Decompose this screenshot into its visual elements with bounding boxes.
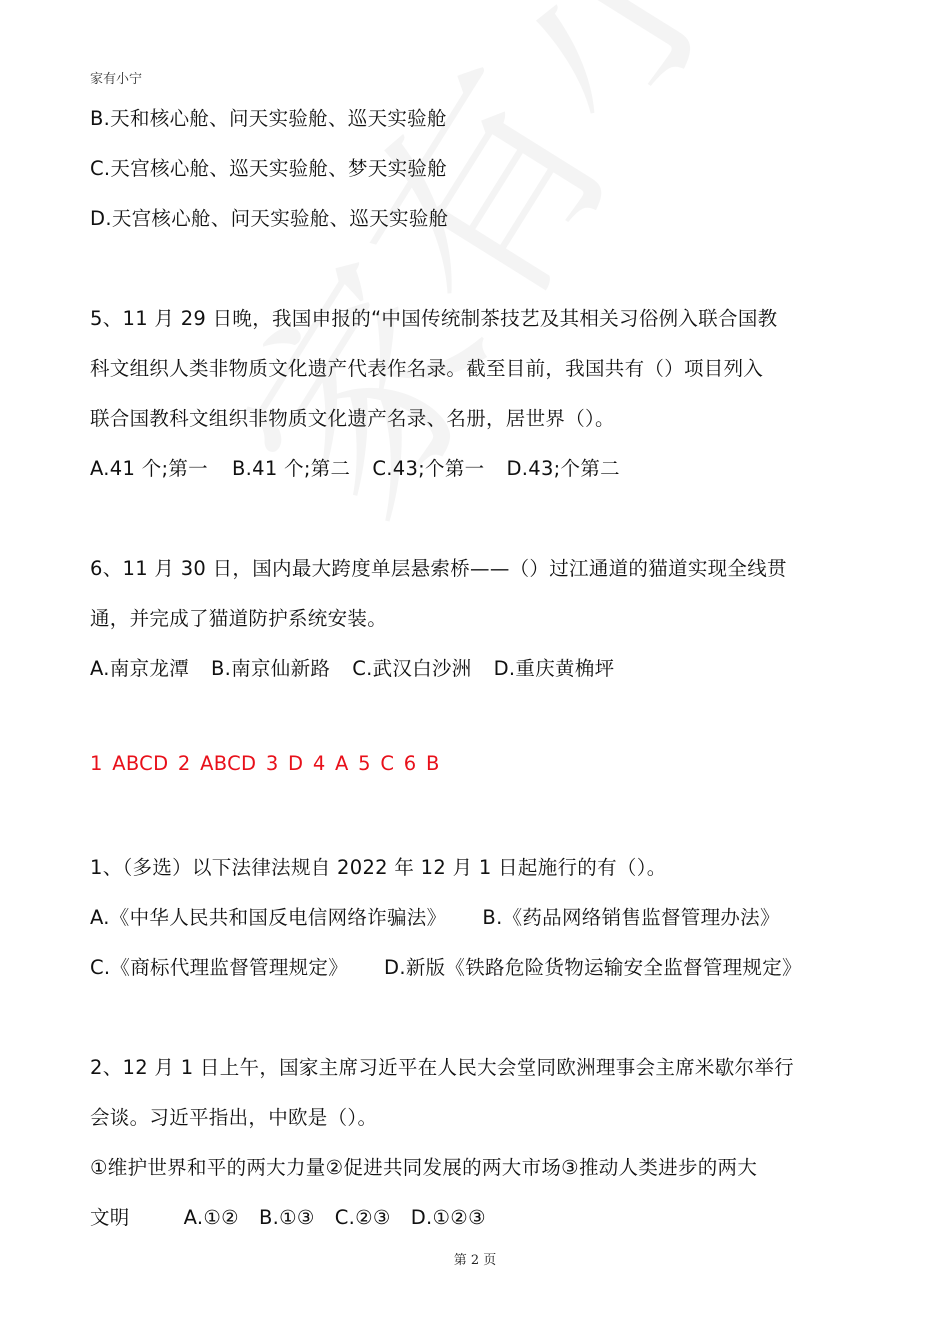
q1-option-c: C.《商标代理监督管理规定》	[90, 956, 349, 979]
q2-line-4-with-options	[90, 1202, 486, 1230]
q2-option-b: B.①③	[258, 1206, 315, 1229]
q1-options-row-2	[90, 952, 802, 980]
answer-key: 1 ABCD 2 ABCD 3 D 4 A 5 C 6 B	[90, 752, 440, 775]
q6-option-c: C.武汉白沙洲	[352, 657, 472, 680]
q5-text-line-3: 联合国教科文组织非物质文化遗产名录、名册，居世界（）。	[90, 407, 615, 430]
q5-options	[90, 453, 620, 481]
q2-text-line-1: 2、12 月 1 日上午，国家主席习近平在人民大会堂同欧洲理事会主席米歇尔举行	[90, 1056, 794, 1079]
q4-option-c: C.天宫核心舱、巡天实验舱、梦天实验舱	[90, 157, 448, 180]
q2-text-line-3: ①维护世界和平的两大力量②促进共同发展的两大市场③推动人类进步的两大	[90, 1156, 758, 1179]
q6-text-line-2: 通，并完成了猫道防护系统安装。	[90, 607, 388, 630]
q2-option-c: C.②③	[334, 1206, 391, 1229]
q1-options-row-1	[90, 902, 780, 930]
q1-text-line-1: 1、（多选）以下法律法规自 2022 年 12 月 1 日起施行的有（）。	[90, 856, 667, 879]
q2-option-d: D.①②③	[410, 1206, 486, 1229]
q6-option-a: A.南京龙潭	[90, 657, 189, 680]
q4-option-b: B.天和核心舱、问天实验舱、巡天实验舱	[90, 107, 447, 130]
q1-option-b: B.《药品网络销售监督管理办法》	[482, 906, 780, 929]
q5-option-b: B.41 个;第二	[231, 457, 351, 480]
q6-text-line-1: 6、11 月 30 日，国内最大跨度单层悬索桥——（）过江通道的猫道实现全线贯	[90, 557, 787, 580]
q5-text-line-1: 5、11 月 29 日晚，我国申报的“中国传统制茶技艺及其相关习俗例入联合国教	[90, 307, 778, 330]
q5-text-line-2: 科文组织人类非物质文化遗产代表作名录。截至目前，我国共有（）项目列入	[90, 357, 764, 380]
q1-option-d: D.新版《铁路危险货物运输安全监督管理规定》	[384, 956, 802, 979]
page-footer: 第 2 页	[453, 1253, 497, 1268]
q6-options	[90, 653, 614, 681]
q2-text-line-2: 会谈。习近平指出，中欧是（）。	[90, 1106, 378, 1129]
page-header: 家有小宁	[90, 72, 143, 87]
q6-option-d: D.重庆黄桷坪	[493, 657, 615, 680]
q5-option-c: C.43;个第一	[372, 457, 485, 480]
q2-text-line-4: 文明	[90, 1206, 130, 1229]
q1-option-a: A.《中华人民共和国反电信网络诈骗法》	[90, 906, 447, 929]
q4-option-d: D.天宫核心舱、问天实验舱、巡天实验舱	[90, 207, 449, 230]
q5-option-a: A.41 个;第一	[90, 457, 208, 480]
q6-option-b: B.南京仙新路	[211, 657, 331, 680]
q5-option-d: D.43;个第二	[506, 457, 620, 480]
q2-option-a: A.①②	[183, 1206, 239, 1229]
